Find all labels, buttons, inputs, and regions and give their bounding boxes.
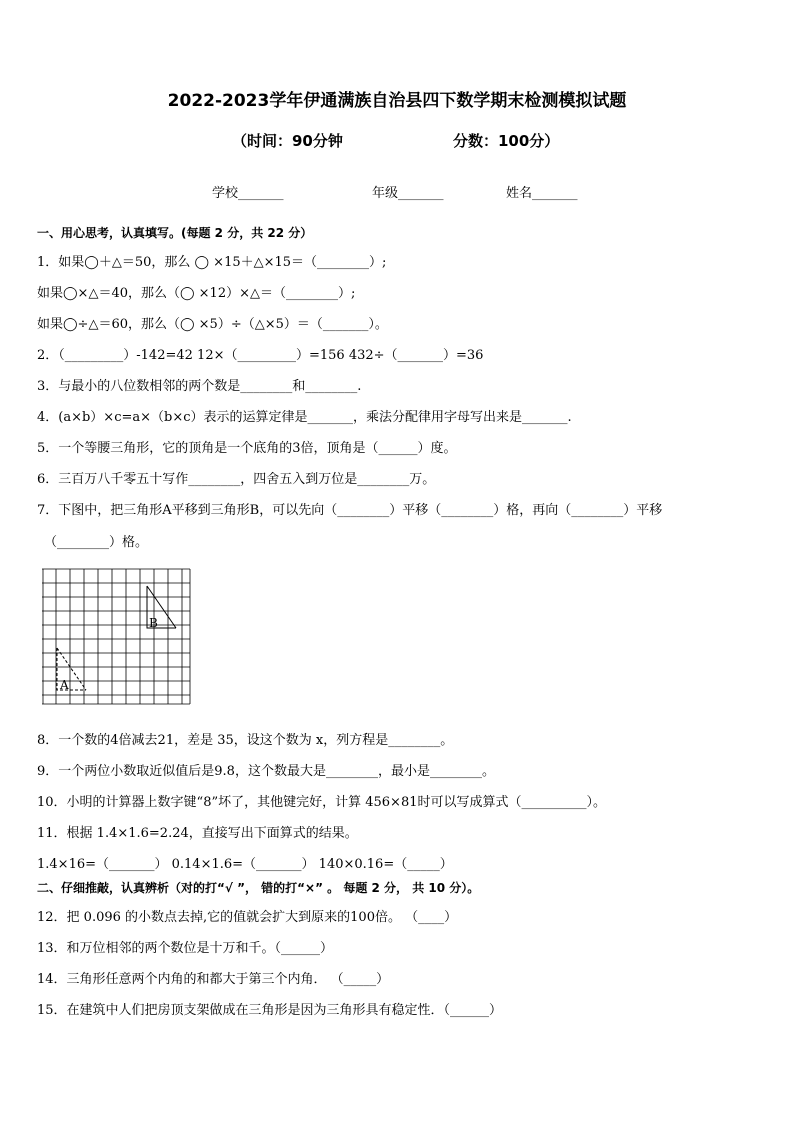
question-line: 4．(a×b）×c=a×（b×c）表示的运算定律是_______，乘法分配律用字母写出来是_______.: [37, 410, 572, 425]
question-line: 6．三百万八千零五十写作________，四舍五入到万位是________万。: [37, 472, 436, 487]
question-line: 11．根据 1.4×1.6=2.24，直接写出下面算式的结果。: [37, 826, 358, 841]
question-line: 9．一个两位小数取近似值后是9.8，这个数最大是________，最小是________。: [37, 764, 495, 779]
translation-grid-figure: [42, 568, 192, 706]
question-line: 15．在建筑中人们把房顶支架做成在三角形是因为三角形具有稳定性．（______）: [37, 1003, 503, 1018]
question-line: 如果◯÷△＝60，那么（◯ ×5）÷（△×5）＝（_______）。: [37, 317, 388, 332]
exam-time: （时间：90分钟: [232, 132, 343, 150]
exam-score: 分数：100分）: [453, 132, 560, 150]
name-field: 姓名_______: [506, 186, 578, 201]
question-line: 3．与最小的八位数相邻的两个数是________和________.: [37, 379, 362, 394]
page-title: 2022-2023学年伊通满族自治县四下数学期末检测模拟试题: [167, 91, 627, 111]
question-line: 1.4×16=（_______） 0.14×1.6=（_______） 140×0.16=（_____）: [37, 857, 453, 872]
section-2-heading: 二、仔细推敲，认真辨析（对的打“√ ”， 错的打“×” 。 每题 2 分， 共 10 分）。: [37, 881, 480, 895]
triangle-b-label: B: [149, 616, 158, 630]
school-field: 学校_______: [212, 186, 284, 201]
question-line: 7．下图中，把三角形A平移到三角形B，可以先向（________）平移（________）格，再向（________）平移: [37, 503, 663, 518]
section-1-heading: 一、用心思考，认真填写。(每题 2 分，共 22 分）: [37, 226, 313, 240]
triangle-a-label: A: [60, 678, 69, 692]
question-line: 如果◯×△＝40，那么（◯ ×12）×△＝（________）;: [37, 286, 356, 301]
question-line: 1．如果◯＋△＝50，那么 ◯ ×15＋△×15＝（________）;: [37, 255, 387, 270]
question-line: 10．小明的计算器上数字键“8”坏了，其他键完好，计算 456×81时可以写成算式（__________）。: [37, 795, 606, 810]
question-line: 13．和万位相邻的两个数位是十万和千。（______）: [37, 941, 334, 956]
question-line: 5．一个等腰三角形，它的顶角是一个底角的3倍，顶角是（______）度。: [37, 441, 457, 456]
question-line: （________）格。: [44, 535, 149, 550]
question-line: 8．一个数的4倍减去21，差是 35，设这个数为 x，列方程是________。: [37, 733, 454, 748]
question-line: 2．（_________）-142=42 12×（_________）=156 432÷（_______）=36: [37, 348, 484, 363]
question-line: 14．三角形任意两个内角的和都大于第三个内角． （_____）: [37, 972, 390, 987]
question-line: 12．把 0.096 的小数点去掉,它的值就会扩大到原来的100倍。 （____）: [37, 910, 458, 925]
grade-field: 年级_______: [372, 186, 444, 201]
